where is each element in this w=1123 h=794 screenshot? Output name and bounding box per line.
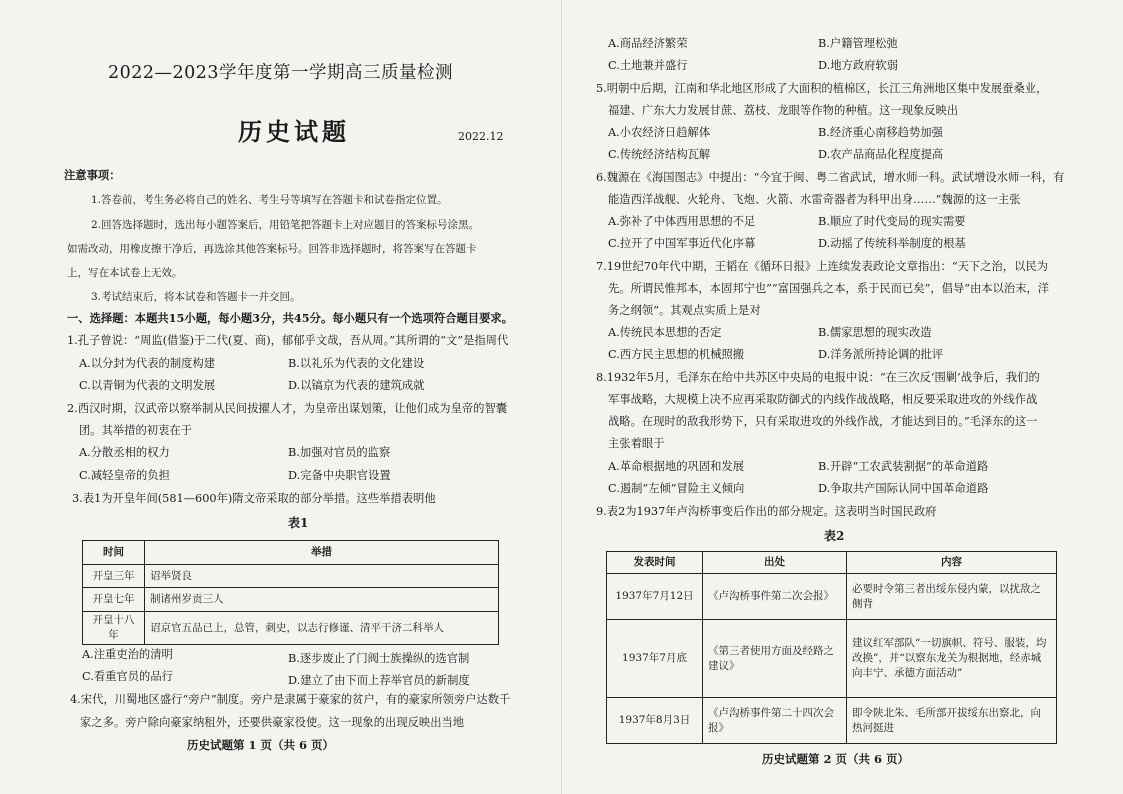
table-header: 时间 bbox=[83, 541, 145, 565]
option-d: D.建立了由下而上荐举官员的新制度 bbox=[288, 674, 470, 687]
table-cell: 建议红军部队“一切旗帜、符号、服装，均改换”，并“以察东龙关为根据地，经赤城向丰宁、承德方面活动” bbox=[847, 620, 1057, 698]
notice-heading: 注意事项： bbox=[64, 168, 121, 182]
table-cell: 诏举贤良 bbox=[145, 565, 499, 588]
question-stem: 福建、广东大力发展甘蔗、荔枝、龙眼等作物的种植。这一现象反映出 bbox=[608, 104, 959, 117]
option-b: B.户籍管理松弛 bbox=[818, 37, 898, 50]
question-stem: 1.孔子曾说：“周监(借鉴)于二代(夏、商)，郁郁乎文哉，吾从周。”其所谓的“文”是指周代 bbox=[67, 334, 509, 347]
subject-title: 历史试题 bbox=[238, 117, 350, 146]
option-a: A.弥补了中体西用思想的不足 bbox=[608, 215, 756, 228]
question-stem: 战略。在现时的敌我形势下，只有采取进攻的外线作战，才能达到目的。”毛泽东的这一 bbox=[608, 415, 1038, 428]
option-d: D.以镐京为代表的建筑成就 bbox=[288, 379, 425, 392]
table-header: 出处 bbox=[703, 552, 847, 574]
table-cell: 即令陕北朱、毛所部开拔绥东出察北，向热河挺进 bbox=[847, 698, 1057, 744]
notice-line: 3.考试结束后，将本试卷和答题卡一并交回。 bbox=[91, 291, 301, 303]
question-stem: 团。其举措的初衷在于 bbox=[79, 424, 192, 437]
table-cell: 1937年7月12日 bbox=[607, 574, 703, 620]
option-a: A.传统民本思想的否定 bbox=[608, 326, 722, 339]
option-c: C.减轻皇帝的负担 bbox=[79, 469, 170, 482]
exam-date: 2022.12 bbox=[458, 130, 504, 143]
option-b: B.逐步废止了门阀士族操纵的选官制 bbox=[288, 652, 470, 665]
question-stem: 2.西汉时期，汉武帝以察举制从民间拔擢人才，为皇帝出谋划策，让他们成为皇帝的智囊 bbox=[67, 402, 508, 415]
table-cell: 1937年7月底 bbox=[607, 620, 703, 698]
page-footer: 历史试题第 2 页（共 6 页） bbox=[762, 752, 910, 766]
option-c: C.传统经济结构瓦解 bbox=[608, 148, 711, 161]
table-header: 举措 bbox=[145, 541, 499, 565]
option-d: D.农产品商品化程度提高 bbox=[818, 148, 944, 161]
table-2 bbox=[606, 551, 1057, 744]
table-cell: 《第三者使用方面及经路之建议》 bbox=[703, 620, 847, 698]
table-cell: 制诸州岁贡三人 bbox=[145, 588, 499, 612]
option-a: A.分散丞相的权力 bbox=[79, 446, 170, 459]
notice-line: 1.答卷前，考生务必将自己的姓名、考生号等填写在答题卡和试卷指定位置。 bbox=[91, 194, 448, 206]
notice-line: 上，写在本试卷上无效。 bbox=[67, 267, 183, 279]
option-c: C.遏制“左倾”冒险主义倾向 bbox=[608, 482, 745, 495]
table-header: 内容 bbox=[847, 552, 1057, 574]
question-stem: 6.魏源在《海国图志》中提出：“今宜于闽、粤二省武试，增水师一科。武试增设水师一科，有 bbox=[596, 171, 1065, 184]
option-d: D.完备中央职官设置 bbox=[288, 469, 391, 482]
option-b: B.加强对官员的监察 bbox=[288, 446, 391, 459]
option-b: B.经济重心南移趋势加强 bbox=[818, 126, 943, 139]
option-a: A.小农经济日趋解体 bbox=[608, 126, 711, 139]
question-stem: 7.19世纪70年代中期，王韬在《循环日报》上连续发表政论文章指出：“天下之治，以民为 bbox=[596, 260, 1048, 273]
table-cell: 开皇三年 bbox=[83, 565, 145, 588]
question-stem: 3.表1为开皇年间(581—600年)隋文帝采取的部分举措。这些举措表明他 bbox=[72, 492, 436, 505]
table-caption: 表1 bbox=[288, 516, 309, 530]
option-d: D.地方政府软弱 bbox=[818, 59, 899, 72]
option-b: B.顺应了时代变局的现实需要 bbox=[818, 215, 966, 228]
option-b: B.开辟“工农武装割据”的革命道路 bbox=[818, 460, 989, 473]
question-stem: 先。所谓民惟邦本，本固邦宁也”“富国强兵之本，系于民而已矣”，倡导“由本以治末，洋 bbox=[608, 282, 1050, 295]
option-b: B.以礼乐为代表的文化建设 bbox=[288, 357, 425, 370]
option-c: C.以青铜为代表的文明发展 bbox=[79, 379, 216, 392]
table-1 bbox=[82, 540, 499, 645]
page-footer: 历史试题第 1 页（共 6 页） bbox=[186, 738, 335, 752]
table-cell: 《卢沟桥事件第二次会报》 bbox=[703, 574, 847, 620]
table-cell: 1937年8月3日 bbox=[607, 698, 703, 744]
option-d: D.争取共产国际认同中国革命道路 bbox=[818, 482, 989, 495]
option-a: A.注重吏治的清明 bbox=[82, 648, 173, 661]
notice-line: 如需改动，用橡皮擦干净后，再选涂其他答案标号。回答非选择题时，将答案写在答题卡 bbox=[67, 243, 477, 255]
option-d: D.动摇了传统科举制度的根基 bbox=[818, 237, 966, 250]
option-a: A.以分封为代表的制度构建 bbox=[79, 357, 216, 370]
option-c: C.看重官员的品行 bbox=[82, 670, 173, 683]
question-stem: 8.1932年5月，毛泽东在给中共苏区中央局的电报中说：“在三次反‘围剿’战争后，我们的 bbox=[596, 371, 1040, 384]
question-stem: 家之多。旁户除向豪家纳租外，还要供豪家役使。这一现象的出现反映出当地 bbox=[80, 716, 465, 729]
table-cell: 《卢沟桥事件第二十四次会报》 bbox=[703, 698, 847, 744]
option-b: B.儒家思想的现实改造 bbox=[818, 326, 932, 339]
table-cell: 开皇十八年 bbox=[83, 612, 145, 645]
question-stem: 军事战略，大规模上决不应再采取防御式的内线作战战略，相反要采取进攻的外线作战 bbox=[608, 393, 1038, 406]
option-a: A.商品经济繁荣 bbox=[608, 37, 688, 50]
exam-title: 2022—2023学年度第一学期高三质量检测 bbox=[107, 63, 454, 83]
question-stem: 4.宋代，川蜀地区盛行“旁户”制度。旁户是隶属于豪家的贫户，有的豪家所领旁户达数千 bbox=[70, 693, 511, 706]
table-caption: 表2 bbox=[824, 529, 845, 543]
page-1 bbox=[0, 0, 561, 794]
section-heading: 一、选择题：本题共15小题，每小题3分，共45分。每小题只有一个选项符合题目要求。 bbox=[67, 311, 513, 325]
option-c: C.西方民主思想的机械照搬 bbox=[608, 348, 745, 361]
option-c: C.土地兼并盛行 bbox=[608, 59, 688, 72]
table-cell: 诏京官五品已上，总管，刺史，以志行修谨、清平干济二科举人 bbox=[145, 612, 499, 645]
table-cell: 开皇七年 bbox=[83, 588, 145, 612]
page-2 bbox=[561, 0, 1123, 794]
question-stem: 务之纲领”。其观点实质上是对 bbox=[608, 304, 761, 317]
option-c: C.拉开了中国军事近代化序幕 bbox=[608, 237, 756, 250]
table-header: 发表时间 bbox=[607, 552, 703, 574]
notice-line: 2.回答选择题时，选出每小题答案后，用铅笔把答题卡上对应题目的答案标号涂黑。 bbox=[91, 219, 480, 231]
question-stem: 9.表2为1937年卢沟桥事变后作出的部分规定。这表明当时国民政府 bbox=[596, 505, 937, 518]
table-cell: 必要时令第三者出绥东侵内蒙，以扰敌之侧背 bbox=[847, 574, 1057, 620]
question-stem: 主张着眼于 bbox=[608, 437, 665, 450]
option-d: D.洋务派所持论调的批评 bbox=[818, 348, 944, 361]
question-stem: 能造西洋战舰、火轮舟、飞炮、火箭、水雷奇器者为科甲出身……”魏源的这一主张 bbox=[608, 193, 1021, 206]
option-a: A.革命根据地的巩固和发展 bbox=[608, 460, 745, 473]
question-stem: 5.明朝中后期，江南和华北地区形成了大面积的植棉区，长江三角洲地区集中发展蚕桑业， bbox=[596, 82, 1048, 95]
